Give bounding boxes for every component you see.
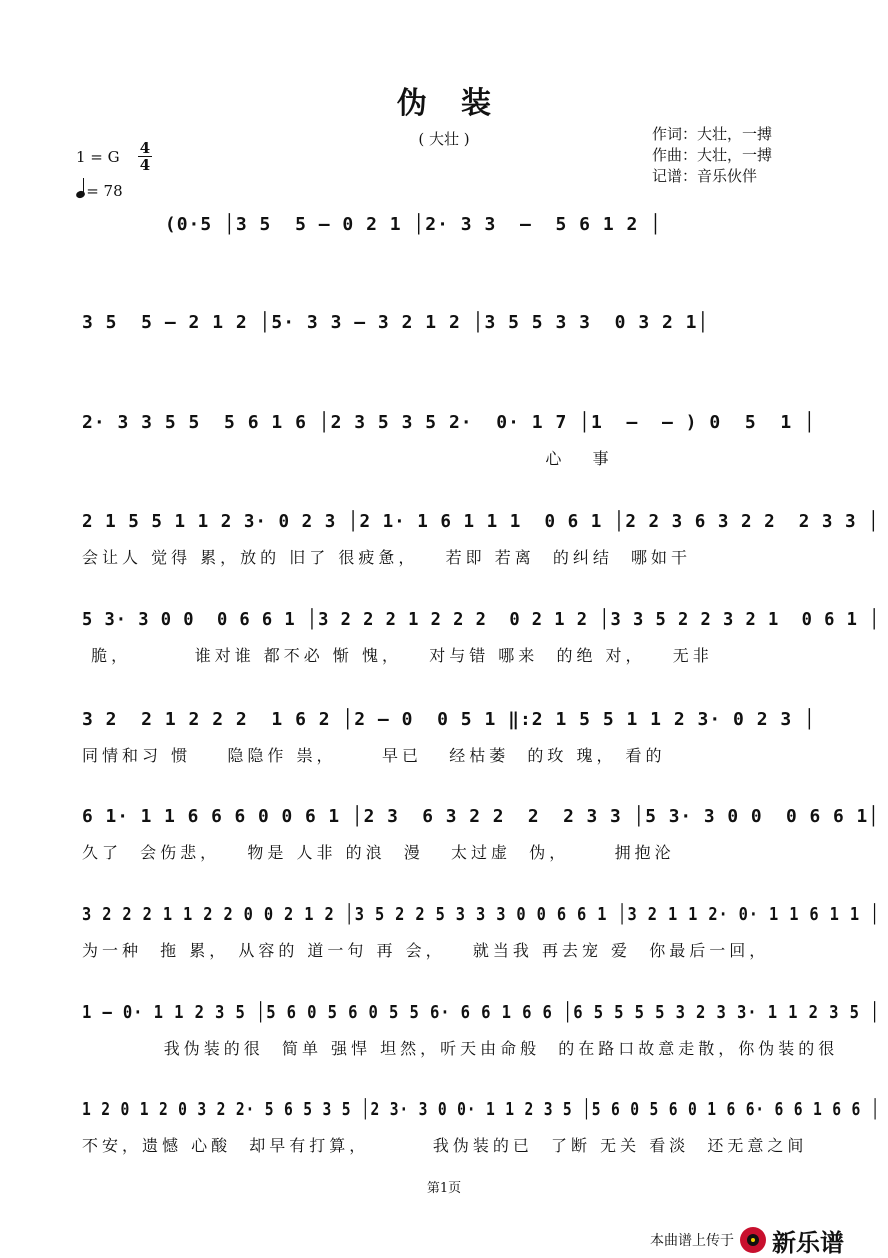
score-line-10 bbox=[0, 1090, 888, 1170]
lyrics-line: 我伪装的很 简单 强悍 坦然，听天由命般 的在路口故意走散，你伪装的很 bbox=[82, 1039, 839, 1058]
footer-watermark bbox=[650, 1226, 844, 1257]
lyrics-line: 不安，遗憾 心酸 却早有打算， 我伪装的已 了断 无关 看淡 还无意之间 bbox=[82, 1136, 808, 1155]
upload-text: 本曲谱上传于 bbox=[650, 1233, 734, 1249]
quarter-note-icon bbox=[75, 190, 86, 200]
notation-line: 1 2 0 1 2 0 3 2 2· 5 6 5 3 5 │2 3· 3 0 0· 1 1 2 3 5 │5 6 0 5 6 0 1 6 6· 6 6 1 6 6 │ bbox=[82, 1099, 881, 1120]
record-logo-icon bbox=[740, 1227, 766, 1253]
key-signature: 1 = G bbox=[76, 148, 120, 166]
composer-credit: 作曲：大壮，一搏 bbox=[652, 146, 773, 164]
notation-line: 1 – 0· 1 1 2 3 5 │5 6 0 5 6 0 5 5 6· 6 6 1 6 6 │6 5 5 5 5 3 2 3 3· 1 1 2 3 5 │ bbox=[82, 1002, 881, 1023]
singer-name: ( 大壮 ) bbox=[418, 130, 470, 148]
transcriber-credit: 记谱：音乐伙伴 bbox=[652, 167, 758, 185]
time-signature bbox=[138, 140, 152, 173]
score-line-6 bbox=[0, 700, 888, 780]
lyrics-line: 会让人 觉得 累，放的 旧了 很疲惫， 若即 若离 的纠结 哪如干 bbox=[82, 548, 692, 567]
notation-line: 3 2 2 1 2 2 2 1 6 2 │2 – 0 0 5 1 ‖:2 1 5 5 1 1 2 3· 0 2 3 │ bbox=[82, 709, 816, 730]
notation-line: (0·5 │3 5 5 – 0 2 1 │2· 3 3 – 5 6 1 2 │ bbox=[82, 214, 663, 235]
notation-line: 3 2 2 2 1 1 2 2 0 0 2 1 2 │3 5 2 2 5 3 3 3 0 0 6 6 1 │3 2 1 1 2· 0· 1 1 6 1 1 │ bbox=[82, 904, 881, 925]
credits bbox=[652, 124, 772, 187]
site-logo-text: 新乐谱 bbox=[772, 1228, 844, 1257]
time-signature-bottom: 4 bbox=[139, 156, 151, 174]
notation-line: 2 1 5 5 1 1 2 3· 0 2 3 │2 1· 1 6 1 1 1 0 6 1 │2 2 3 6 3 2 2 2 3 3 │ bbox=[82, 511, 880, 532]
score-line-7 bbox=[0, 797, 888, 877]
tempo-marking bbox=[76, 182, 123, 200]
song-title: 伪装 bbox=[397, 86, 525, 121]
score-line-1 bbox=[0, 205, 888, 285]
score-line-8 bbox=[0, 895, 888, 975]
notation-line: 3 5 5 – 2 1 2 │5· 3 3 – 3 2 1 2 │3 5 5 3 3 0 3 2 1│ bbox=[82, 312, 710, 333]
score-line-4 bbox=[0, 502, 888, 582]
time-signature-top: 4 bbox=[139, 139, 151, 157]
lyrics-line: 久了 会伤悲， 物是 人非 的浪 漫 太过虚 伪， 拥抱沦 bbox=[82, 843, 675, 862]
lyricist-credit: 作词：大壮，一搏 bbox=[652, 125, 773, 143]
score-line-5 bbox=[0, 600, 888, 680]
notation-line: 5 3· 3 0 0 0 6 6 1 │3 2 2 2 1 2 2 2 0 2 1 2 │3 3 5 2 2 3 2 1 0 6 1 │ bbox=[82, 609, 881, 630]
lyrics-line: 同情和习 惯 隐隐作 祟， 早已 经枯萎 的玫 瑰， 看的 bbox=[82, 746, 666, 765]
tempo-value: = 78 bbox=[86, 182, 123, 200]
score-line-2 bbox=[0, 303, 888, 383]
lyrics-line: 为一种 拖 累， 从容的 道一句 再 会， 就当我 再去宠 爱 你最后一回， bbox=[82, 941, 770, 960]
notation-line: 2· 3 3 5 5 5 6 1 6 │2 3 5 3 5 2· 0· 1 7 │1 – – ) 0 5 1 │ bbox=[82, 412, 816, 433]
note-stem bbox=[83, 178, 84, 192]
score-line-9 bbox=[0, 993, 888, 1073]
page-number: 第1页 bbox=[426, 1181, 462, 1196]
notation-line: 6 1· 1 1 6 6 6 0 0 6 1 │2 3 6 3 2 2 2 2 3 3 │5 3· 3 0 0 0 6 6 1│ bbox=[82, 806, 880, 827]
lyrics-line: 脆， 谁对谁 都不必 惭 愧， 对与错 哪来 的绝 对， 无非 bbox=[82, 646, 713, 665]
score-line-3 bbox=[0, 403, 888, 483]
lyrics-line: 心 事 bbox=[82, 449, 613, 468]
